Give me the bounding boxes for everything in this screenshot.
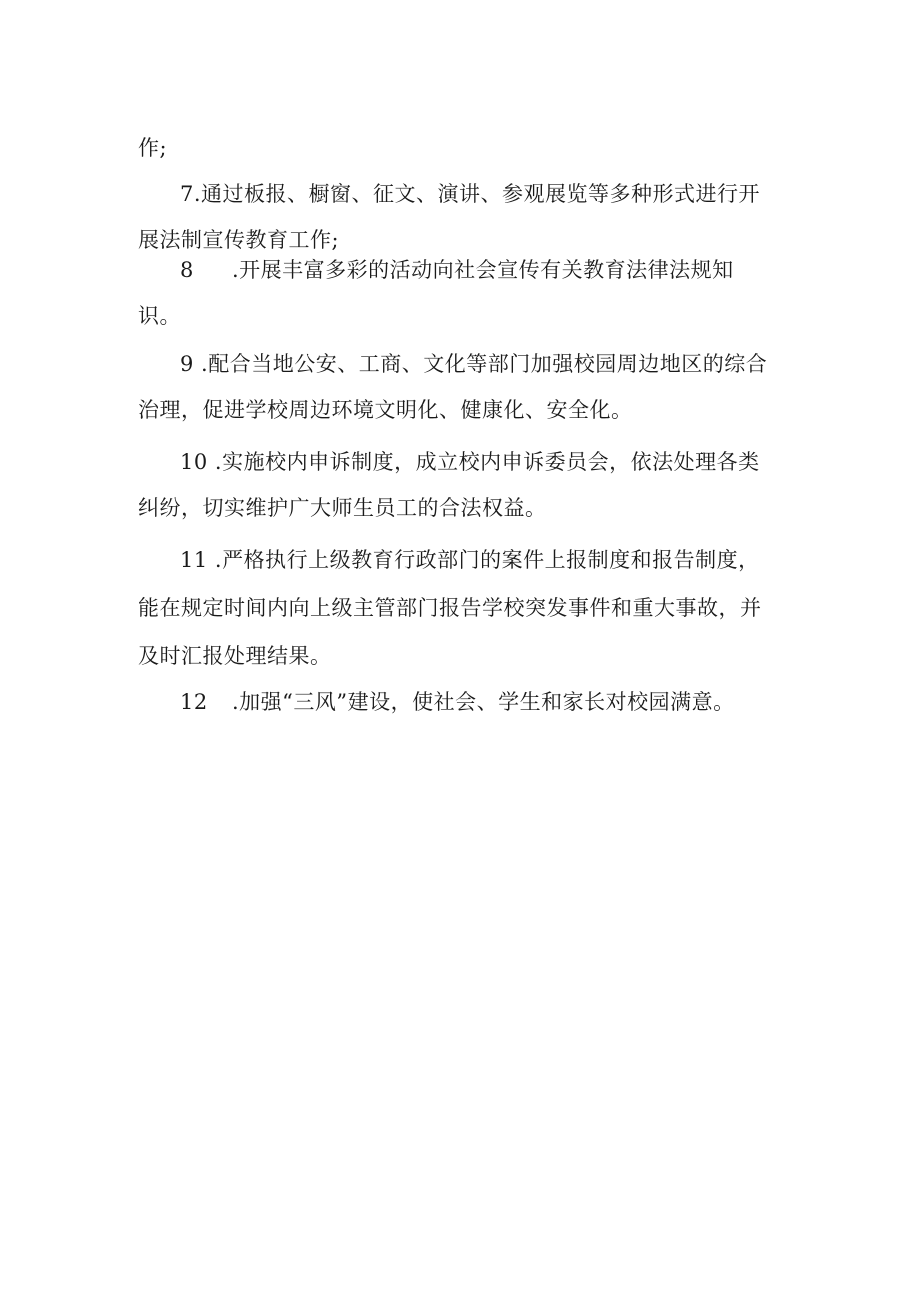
item-9-line-2: 治理，促进学校周边环境文明化、健康化、安全化。: [138, 398, 633, 422]
item-11-line-2: 能在规定时间内向上级主管部门报告学校突发事件和重大事故，并: [138, 596, 762, 620]
item-9-line-1: 9 .配合当地公安、工商、文化等部门加强校园周边地区的综合: [180, 352, 768, 376]
paragraph-line: 作;: [138, 136, 168, 160]
item-12-line-1: .加强“三风”建设，使社会、学生和家长对校园满意。: [232, 690, 735, 714]
item-7-line-1: 7.通过板报、橱窗、征文、演讲、参观展览等多种形式进行开: [180, 182, 761, 206]
item-8-line-1: .开展丰富多彩的活动向社会宣传有关教育法律法规知: [232, 258, 734, 282]
item-11-line-3: 及时汇报处理结果。: [138, 644, 332, 668]
item-12-number: 12: [180, 690, 208, 714]
item-8-number: 8: [180, 258, 194, 282]
item-7-line-2: 展法制宣传教育工作;: [138, 228, 340, 252]
item-11-line-1: 11 .严格执行上级教育行政部门的案件上报制度和报告制度，: [180, 548, 760, 572]
item-10-line-2: 纠纷，切实维护广大师生员工的合法权益。: [138, 496, 547, 520]
item-8-line-2: 识。: [138, 304, 181, 328]
item-10-line-1: 10 .实施校内申诉制度，成立校内申诉委员会，依法处理各类: [180, 450, 760, 474]
